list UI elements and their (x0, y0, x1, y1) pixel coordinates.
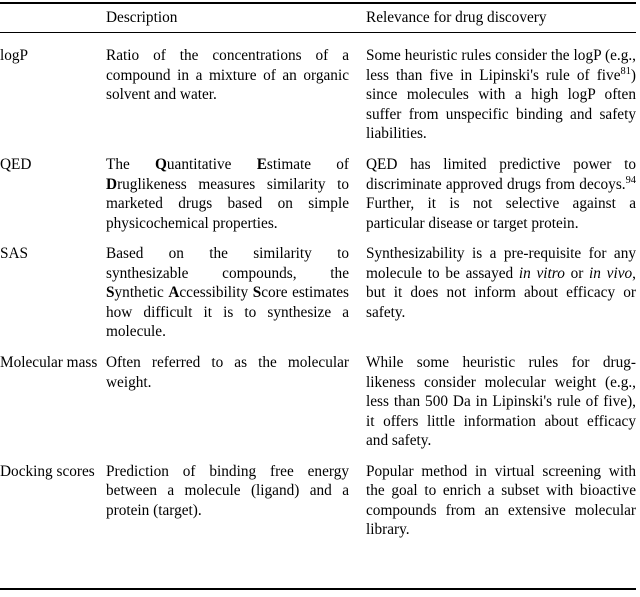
row-description-text: Based on the similarity to synthesizable compounds, the Synthetic Accessibility Score estimates how difficult it is to synthesize a molecule. (106, 245, 349, 341)
emphasis-letter: D (106, 175, 118, 193)
emphasis-letter: S (252, 284, 262, 302)
row-description-text: Ratio of the concentrations of a compound in a mixture of an organic solvent and water. (106, 47, 349, 104)
row-relevance (360, 342, 636, 451)
latin-term: in vitro (518, 264, 565, 282)
emphasis-letter: A (168, 284, 180, 302)
table-row (0, 33, 636, 144)
latin-term: in vivo (589, 264, 633, 282)
row-relevance (360, 451, 636, 540)
header-cell-relevance: Relevance for drug discovery (366, 9, 547, 26)
emphasis-letter: E (256, 156, 267, 174)
row-relevance-text: QED has limited predictive power to discriminate approved drugs from decoys.$^{94}$ Further, it is not selective against a particular disease or target protein. (366, 156, 636, 232)
row-description (106, 233, 360, 342)
table-row (0, 342, 636, 451)
row-relevance-text: Popular method in virtual screening with the goal to enrich a subset with bioactive compounds from an extensive molecular library. (366, 462, 636, 539)
row-description-text: Prediction of binding free energy between a molecule (ligand) and a protein (target). (106, 462, 349, 519)
header-cell-description: Description (106, 9, 178, 26)
row-relevance-text: Synthesizability is a pre-requisite for any molecule to be assayed in vitro or in vivo, but it does not inform about efficacy or safety. (366, 245, 636, 321)
row-relevance (360, 33, 636, 144)
row-description (106, 33, 360, 144)
property-table-container (0, 2, 640, 597)
row-property-name: SAS (0, 245, 29, 263)
row-description (106, 342, 360, 451)
row-description-text: Often referred to as the molecular weight. (106, 353, 349, 391)
emphasis-letter: Q (155, 156, 167, 174)
row-relevance (360, 233, 636, 342)
table-row (0, 144, 636, 233)
citation-superscript: 94 (625, 174, 636, 186)
row-description-text: The Quantitative Estimate of Druglikeness measures similarity to marketed drugs based on simple physicochemical properties. (106, 156, 350, 232)
row-relevance (360, 144, 636, 233)
row-property-name: logP (0, 47, 29, 65)
properties-table-body (0, 33, 636, 540)
row-property-name: QED (0, 156, 32, 174)
table-row (0, 451, 636, 540)
row-description (106, 451, 360, 540)
table-body (0, 33, 636, 540)
table-row (0, 233, 636, 342)
emphasis-letter: S (106, 284, 115, 302)
properties-table (0, 4, 636, 32)
row-property-name: Docking scores (0, 462, 95, 480)
row-relevance-text: While some heuristic rules for drug-likeness consider molecular weight (e.g., less than 500 Da in Lipinski's rule of five), it offers little information about efficacy and safety. (366, 353, 636, 450)
row-relevance-text: Some heuristic rules consider the logP (e.g., less than five in Lipinski's rule of five$^{81}$) since molecules with a high logP often suffer from unspecific binding and safety liabilities. (366, 47, 636, 143)
row-property-name: Molecular mass (0, 353, 98, 371)
table-header (0, 4, 636, 32)
table-header-row (0, 4, 636, 32)
header-cell-property (0, 4, 106, 32)
table-bottom-rule (0, 588, 636, 590)
citation-superscript: 81 (620, 65, 631, 77)
row-description (106, 144, 360, 233)
